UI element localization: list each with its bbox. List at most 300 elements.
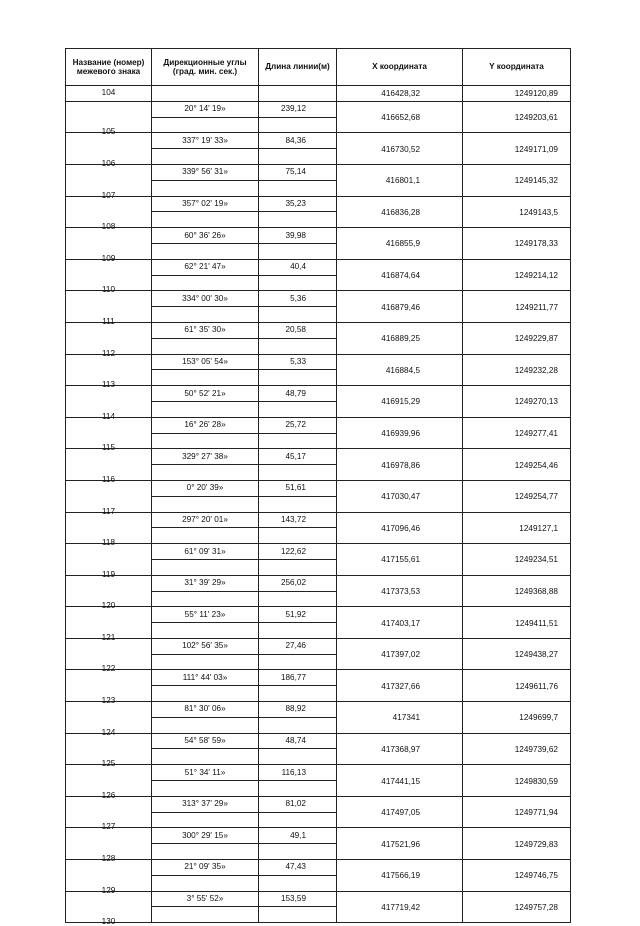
length-cell-empty	[259, 496, 337, 512]
line-length-cell	[259, 512, 337, 528]
boundary-coordinates-table	[65, 48, 571, 926]
line-length-cell	[259, 291, 337, 307]
marker-name: 112	[101, 348, 116, 358]
y-coordinate: 1249143,5	[519, 207, 558, 217]
angle-cell-empty	[152, 212, 259, 228]
y-coordinate-cell	[463, 733, 571, 765]
length-cell-empty	[259, 338, 337, 354]
table-row	[66, 480, 571, 496]
length-cell-empty	[259, 844, 337, 860]
marker-name-cell	[66, 480, 152, 516]
marker-name-cell	[66, 101, 152, 137]
direction-angle: 16° 26' 28»	[184, 420, 226, 430]
table-row	[66, 828, 571, 844]
direction-angle: 61° 09' 31»	[184, 546, 226, 556]
y-coordinate: 1249214,12	[514, 271, 558, 281]
table-row	[66, 702, 571, 718]
x-coordinate: 417566,19	[381, 871, 420, 881]
table-header-row	[66, 49, 571, 86]
line-length-cell	[259, 544, 337, 560]
line-length-cell	[259, 765, 337, 781]
line-length: 45,17	[285, 451, 306, 461]
y-coordinate: 1249178,33	[514, 239, 558, 249]
direction-angle-cell	[152, 164, 259, 180]
y-coordinate-cell	[463, 196, 571, 228]
marker-name-cell	[66, 164, 152, 200]
length-cell-empty	[259, 370, 337, 386]
direction-angle-cell	[152, 544, 259, 560]
angle-cell-empty	[152, 907, 259, 923]
line-length: 239,12	[280, 104, 306, 114]
angle-cell-empty	[152, 844, 259, 860]
angle-cell-empty	[152, 275, 259, 291]
marker-name: 109	[101, 253, 116, 263]
x-coordinate-cell	[337, 322, 463, 354]
marker-name-cell	[66, 860, 152, 895]
y-coordinate: 1249611,76	[515, 681, 558, 691]
x-coordinate: 416652,68	[381, 113, 420, 123]
table-row	[66, 133, 571, 149]
angle-cell-empty	[152, 338, 259, 354]
direction-angle-cell	[152, 828, 259, 844]
direction-angle: 55° 11' 23»	[184, 609, 226, 619]
length-cell-empty	[259, 307, 337, 323]
line-length: 51,61	[285, 483, 306, 493]
line-length-cell	[259, 860, 337, 876]
line-length: 40,4	[290, 262, 306, 272]
y-coordinate: 1249729,83	[514, 839, 558, 849]
y-coordinate-cell	[463, 480, 571, 512]
table-row	[66, 544, 571, 560]
x-coordinate: 417521,96	[381, 839, 420, 849]
angle-cell-empty	[152, 781, 259, 797]
y-coordinate: 1249771,94	[514, 808, 558, 818]
x-coordinate: 416730,52	[381, 144, 420, 154]
marker-name: 120	[101, 601, 116, 611]
line-length: 47,43	[285, 862, 306, 872]
length-cell-empty	[259, 528, 337, 544]
direction-angle: 54° 58' 59»	[184, 736, 226, 746]
x-coordinate: 416884,5	[385, 365, 420, 375]
y-coordinate-cell	[463, 291, 571, 323]
table-row	[66, 860, 571, 876]
direction-angle-cell	[152, 133, 259, 149]
y-coordinate-cell	[463, 860, 571, 892]
length-cell-empty	[259, 465, 337, 481]
x-coordinate: 416915,29	[381, 397, 420, 407]
x-coordinate-cell	[337, 417, 463, 449]
length-cell-empty	[259, 686, 337, 702]
table-row	[66, 322, 571, 338]
line-length-cell	[259, 575, 337, 591]
length-cell-empty	[259, 117, 337, 133]
marker-name: 105	[101, 127, 116, 137]
marker-name: 114	[101, 411, 116, 421]
x-coordinate-cell	[337, 796, 463, 828]
length-cell-empty	[259, 86, 337, 102]
direction-angle: 297° 20' 01»	[182, 514, 228, 524]
y-coordinate: 1249203,61	[514, 113, 558, 123]
angle-cell-empty	[152, 401, 259, 417]
line-length: 27,46	[285, 641, 306, 651]
line-length-cell	[259, 386, 337, 402]
y-coordinate-cell	[463, 702, 571, 734]
marker-name-cell	[66, 417, 152, 453]
marker-name: 117	[101, 506, 116, 516]
y-coordinate-cell	[463, 828, 571, 860]
direction-angle: 81° 30' 06»	[184, 704, 226, 714]
marker-name-cell	[66, 765, 152, 800]
line-length: 122,62	[280, 546, 306, 556]
table-row	[66, 607, 571, 623]
marker-name-cell	[66, 575, 152, 611]
length-cell-empty	[259, 243, 337, 259]
table-row	[66, 417, 571, 433]
y-coordinate-cell	[463, 544, 571, 576]
x-coordinate-cell	[337, 354, 463, 386]
y-coordinate-cell	[463, 101, 571, 133]
y-coordinate-cell	[463, 417, 571, 449]
line-length: 88,92	[285, 704, 306, 714]
y-coordinate: 1249699,7	[519, 713, 558, 723]
line-length-cell	[259, 322, 337, 338]
angle-cell-empty	[152, 86, 259, 102]
length-cell-empty	[259, 401, 337, 417]
x-coordinate: 416889,25	[381, 334, 420, 344]
x-coordinate-cell	[337, 291, 463, 323]
y-coordinate-cell	[463, 796, 571, 828]
x-coordinate: 417096,46	[381, 523, 420, 533]
x-coordinate: 417030,47	[381, 492, 420, 502]
direction-angle-cell	[152, 480, 259, 496]
angle-cell-empty	[152, 465, 259, 481]
line-length-cell	[259, 733, 337, 749]
x-coordinate: 417155,61	[381, 555, 420, 565]
marker-name-cell	[66, 449, 152, 484]
table-row	[66, 196, 571, 212]
table-row	[66, 733, 571, 749]
marker-name-cell	[66, 512, 152, 548]
marker-name-cell	[66, 133, 152, 168]
y-coordinate-cell	[463, 607, 571, 639]
marker-name: 111	[102, 316, 115, 326]
x-coordinate: 416874,64	[381, 271, 420, 281]
table-row	[66, 164, 571, 180]
y-coordinate-cell	[463, 575, 571, 607]
y-coordinate: 1249739,62	[514, 744, 558, 754]
direction-angle: 313° 37' 29»	[182, 799, 228, 809]
table-row	[66, 638, 571, 654]
y-coordinate: 1249120,89	[514, 89, 558, 99]
marker-name: 123	[101, 696, 116, 706]
x-coordinate: 417373,53	[381, 587, 420, 596]
direction-angle: 334° 00' 30»	[182, 293, 228, 303]
angle-cell-empty	[152, 433, 259, 449]
length-cell-empty	[259, 875, 337, 891]
direction-angle-cell	[152, 765, 259, 781]
table-body	[66, 86, 571, 926]
y-coordinate: 1249171,09	[514, 144, 558, 154]
marker-name-cell	[66, 354, 152, 390]
line-length-cell	[259, 796, 337, 812]
x-coordinate-cell	[337, 702, 463, 734]
line-length: 81,02	[285, 799, 306, 809]
x-coordinate-cell	[337, 196, 463, 228]
marker-name-cell	[66, 544, 152, 579]
marker-name: 113	[101, 380, 116, 390]
direction-angle-cell	[152, 196, 259, 212]
x-coordinate: 416855,9	[385, 239, 420, 249]
marker-name-cell	[66, 196, 152, 232]
length-cell-empty	[259, 180, 337, 196]
line-length: 48,74	[285, 736, 306, 746]
marker-name-cell	[66, 733, 152, 769]
x-coordinate-cell	[337, 670, 463, 702]
line-length: 116,13	[281, 767, 306, 777]
line-length: 143,72	[280, 514, 306, 524]
angle-cell-empty	[152, 528, 259, 544]
y-coordinate-cell	[463, 322, 571, 354]
y-coordinate-cell	[463, 765, 571, 797]
direction-angle: 62° 21' 47»	[184, 262, 226, 272]
marker-name: 124	[101, 727, 116, 737]
line-length: 75,14	[285, 167, 306, 177]
line-length: 48,79	[285, 388, 306, 398]
line-length-cell	[259, 164, 337, 180]
direction-angle: 51° 34' 11»	[184, 767, 226, 777]
table-row	[66, 354, 571, 370]
x-coordinate: 417341	[392, 713, 420, 723]
x-coordinate: 417403,17	[381, 618, 420, 628]
direction-angle: 337° 19' 33»	[182, 135, 228, 145]
line-length: 5,33	[290, 356, 306, 366]
table-row	[66, 575, 571, 591]
direction-angle: 20° 14' 19»	[184, 104, 226, 114]
y-coordinate: 1249757,28	[514, 902, 558, 912]
table-row	[66, 259, 571, 275]
marker-name: 118	[101, 538, 116, 548]
marker-name-cell	[66, 607, 152, 642]
direction-angle: 3° 55' 52»	[186, 894, 224, 904]
length-cell-empty	[259, 781, 337, 797]
x-coordinate: 416836,28	[381, 207, 420, 217]
x-coordinate-cell	[337, 765, 463, 797]
marker-name: 104	[101, 88, 116, 98]
direction-angle-cell	[152, 417, 259, 433]
table-row	[66, 670, 571, 686]
x-coordinate: 416939,96	[381, 429, 420, 439]
y-coordinate: 1249830,59	[514, 776, 558, 786]
direction-angle: 21° 09' 35»	[184, 862, 226, 872]
angle-cell-empty	[152, 149, 259, 165]
direction-angle-cell	[152, 291, 259, 307]
x-coordinate-cell	[337, 575, 463, 607]
direction-angle: 153° 05' 54»	[182, 356, 228, 366]
y-coordinate: 1249229,87	[514, 334, 558, 344]
x-coordinate-cell	[337, 638, 463, 670]
direction-angle-cell	[152, 228, 259, 244]
marker-name: 128	[101, 854, 116, 864]
direction-angle: 329° 27' 38»	[182, 451, 228, 461]
y-coordinate: 1249438,27	[514, 650, 558, 660]
direction-angle: 300° 29' 15»	[182, 830, 228, 840]
x-coordinate: 416879,46	[381, 302, 420, 312]
marker-name: 107	[101, 190, 116, 200]
direction-angle-cell	[152, 101, 259, 117]
line-length: 25,72	[285, 420, 306, 430]
line-length: 49,1	[290, 830, 306, 840]
line-length-cell	[259, 449, 337, 465]
direction-angle-cell	[152, 354, 259, 370]
line-length: 5,36	[290, 293, 306, 303]
y-coordinate: 1249232,28	[514, 365, 558, 375]
line-length-cell	[259, 828, 337, 844]
header-y-coordinate: Y координата	[463, 49, 571, 86]
marker-name: 129	[101, 885, 116, 895]
marker-name-cell	[66, 86, 152, 102]
direction-angle: 0° 20' 39»	[186, 483, 224, 493]
angle-cell-empty	[152, 654, 259, 670]
y-coordinate-cell	[463, 354, 571, 386]
line-length-cell	[259, 417, 337, 433]
table-row	[66, 449, 571, 465]
angle-cell-empty	[152, 370, 259, 386]
marker-name: 115	[101, 443, 116, 453]
header-x-coordinate: X координата	[337, 49, 463, 86]
marker-name-cell	[66, 796, 152, 832]
direction-angle-cell	[152, 733, 259, 749]
y-coordinate: 1249211,77	[515, 302, 558, 312]
length-cell-empty	[259, 654, 337, 670]
x-coordinate-cell	[337, 101, 463, 133]
length-cell-empty	[259, 591, 337, 607]
direction-angle-cell	[152, 638, 259, 654]
length-cell-empty	[259, 275, 337, 291]
y-coordinate: 1249746,75	[514, 871, 558, 881]
direction-angle: 31° 39' 29»	[184, 578, 226, 588]
y-coordinate: 1249277,41	[514, 429, 558, 439]
x-coordinate: 417719,42	[381, 902, 420, 912]
direction-angle: 111° 44' 03»	[182, 672, 228, 682]
x-coordinate-cell	[337, 512, 463, 544]
angle-cell-empty	[152, 875, 259, 891]
y-coordinate-cell	[463, 133, 571, 165]
y-coordinate-cell	[463, 670, 571, 702]
direction-angle-cell	[152, 860, 259, 876]
line-length-cell	[259, 196, 337, 212]
length-cell-empty	[259, 433, 337, 449]
marker-name-cell	[66, 291, 152, 326]
x-coordinate-cell	[337, 386, 463, 418]
x-coordinate: 416801,1	[385, 176, 420, 186]
direction-angle-cell	[152, 512, 259, 528]
line-length-cell	[259, 228, 337, 244]
line-length-cell	[259, 702, 337, 718]
y-coordinate-cell	[463, 386, 571, 418]
table-row	[66, 386, 571, 402]
marker-name-cell	[66, 638, 152, 674]
length-cell-empty	[259, 559, 337, 575]
length-cell-empty	[259, 717, 337, 733]
line-length: 153,59	[280, 894, 306, 904]
x-coordinate-cell	[337, 891, 463, 923]
y-coordinate: 1249127,1	[519, 523, 558, 533]
x-coordinate: 417327,66	[381, 681, 420, 691]
marker-name: 110	[101, 285, 116, 295]
y-coordinate: 1249368,88	[514, 587, 558, 596]
x-coordinate-cell	[337, 133, 463, 165]
y-coordinate: 1249254,77	[514, 492, 558, 502]
direction-angle-cell	[152, 796, 259, 812]
header-line-length: Длина линии(м)	[259, 49, 337, 86]
marker-name: 122	[101, 664, 116, 674]
marker-name: 121	[101, 632, 116, 642]
x-coordinate: 417497,05	[381, 808, 420, 818]
table-row	[66, 512, 571, 528]
x-coordinate-cell	[337, 449, 463, 481]
marker-name: 108	[101, 222, 116, 232]
marker-name-cell	[66, 228, 152, 263]
direction-angle-cell	[152, 449, 259, 465]
line-length: 186,77	[280, 672, 306, 682]
angle-cell-empty	[152, 180, 259, 196]
table-row	[66, 796, 571, 812]
header-direction-angles: Дирекционные углы (град. мин. сек.)	[152, 49, 259, 86]
x-coordinate-cell	[337, 86, 463, 102]
y-coordinate-cell	[463, 512, 571, 544]
x-coordinate-cell	[337, 733, 463, 765]
header-marker-name: Название (номер) межевого знака	[66, 49, 152, 86]
angle-cell-empty	[152, 623, 259, 639]
x-coordinate-cell	[337, 259, 463, 291]
y-coordinate: 1249234,51	[514, 555, 558, 565]
marker-name: 126	[101, 790, 116, 800]
x-coordinate-cell	[337, 860, 463, 892]
x-coordinate-cell	[337, 164, 463, 196]
line-length-cell	[259, 638, 337, 654]
marker-name: 119	[101, 569, 116, 579]
y-coordinate-cell	[463, 891, 571, 923]
angle-cell-empty	[152, 749, 259, 765]
length-cell-empty	[259, 749, 337, 765]
marker-name-cell	[66, 259, 152, 295]
x-coordinate-cell	[337, 544, 463, 576]
x-coordinate: 416428,32	[381, 89, 420, 99]
marker-name-cell	[66, 670, 152, 706]
marker-name-cell	[66, 828, 152, 864]
x-coordinate-cell	[337, 228, 463, 260]
x-coordinate: 417368,97	[381, 744, 420, 754]
x-coordinate: 416978,86	[381, 460, 420, 470]
line-length: 39,98	[285, 230, 306, 240]
direction-angle: 339° 56' 31»	[182, 167, 228, 177]
table-row	[66, 291, 571, 307]
length-cell-empty	[259, 812, 337, 828]
x-coordinate-cell	[337, 607, 463, 639]
line-length-cell	[259, 607, 337, 623]
angle-cell-empty	[152, 812, 259, 828]
marker-name: 106	[101, 158, 116, 168]
table-row	[66, 101, 571, 117]
marker-name: 125	[101, 759, 116, 769]
line-length: 20,58	[285, 325, 306, 335]
x-coordinate: 417397,02	[381, 650, 420, 660]
marker-name: 127	[101, 822, 116, 832]
length-cell-empty	[259, 623, 337, 639]
angle-cell-empty	[152, 559, 259, 575]
line-length-cell	[259, 480, 337, 496]
line-length-cell	[259, 133, 337, 149]
